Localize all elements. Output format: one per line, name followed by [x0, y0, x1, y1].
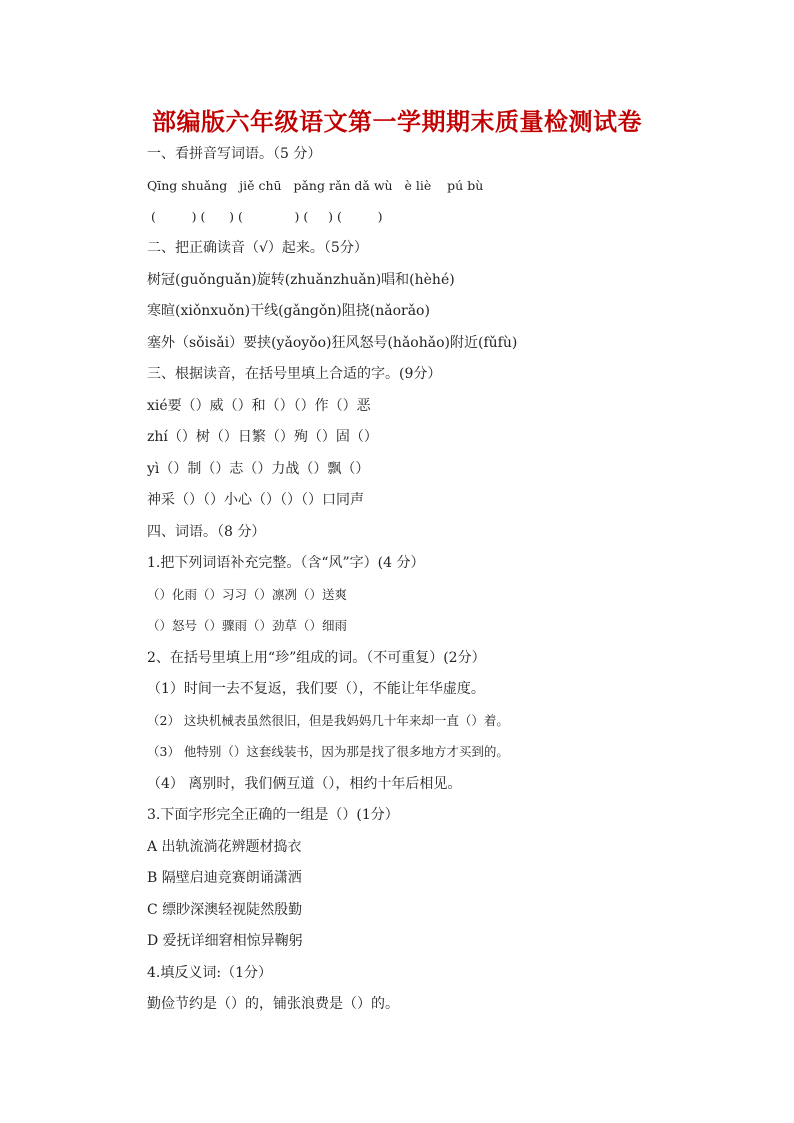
question-line: 4.填反义词:（1分）	[147, 965, 272, 981]
question-line: （）怒号（）骤雨（）劲草（）细雨	[147, 618, 348, 633]
question-line: 塞外（sǒisǎi）要挟(yǎoyǒo)狂风怒号(hǎohǎo)附近(fǔfù)	[147, 335, 518, 351]
option-b: B 隔壁启迪竞赛朗诵潇洒	[147, 870, 302, 886]
question-line: 树冠(guǒnguǎn)旋转(zhuǎnzhuǎn)唱和(hèhé)	[147, 272, 455, 288]
question-line: 2、在括号里填上用“珍”组成的词。（不可重复）(2分）	[147, 650, 486, 666]
section-2-heading: 二、把正确读音（√）起来。（5分）	[147, 240, 368, 256]
question-line: 勤俭节约是（）的，铺张浪费是（）的。	[147, 996, 399, 1012]
question-line: zhí（）树（）日繁（）殉（）固（）	[147, 429, 378, 445]
question-line: 3.下面字形完全正确的一组是（）(1分）	[147, 807, 399, 823]
question-line: （3） 他特别（）这套线装书，因为那是找了很多地方才买到的。	[147, 744, 509, 759]
question-line: （2） 这块机械表虽然很旧，但是我妈妈几十年来却一直（）着。	[147, 713, 509, 728]
question-line: yì（）制（）志（）力战（）飘（）	[147, 461, 370, 477]
option-d: D 爱抚详细窘相惊异鞠躬	[147, 933, 303, 949]
option-c: C 缥眇深澳轻视陡然殷勤	[147, 902, 303, 918]
blank-brackets-row: ( ) ( ) ( ) ( ) ( )	[147, 209, 383, 224]
question-line: 1.把下列词语补充完整。（含“风”字）(4 分）	[147, 555, 425, 571]
section-1-heading: 一、看拼音写词语。（5 分）	[147, 146, 322, 162]
question-line: （）化雨（）习习（）凛冽（）送爽	[147, 587, 348, 602]
option-a: A 出轨流淌花辨题材捣衣	[147, 839, 302, 855]
section-3-heading: 三、根据读音，在括号里填上合适的字。(9分）	[147, 366, 442, 382]
question-line: （1）时间一去不复返，我们要（），不能让年华虚度。	[147, 681, 485, 697]
question-line: （4） 离别时，我们俩互道（），相约十年后相见。	[147, 776, 462, 792]
question-line: xié要（）威（）和（）（）作（）恶	[147, 398, 371, 414]
question-line: 寒暄(xiǒnxuǒn)干线(gǎngǒn)阻挠(nǎorǎo)	[147, 303, 430, 319]
pinyin-row: Qīng shuǎng jiě chū pǎng rǎn dǎ wù è liè pú bù	[147, 178, 484, 193]
page-title: 部编版六年级语文第一学期期末质量检测试卷	[152, 108, 642, 136]
question-line: 神采（）（）小心（）（）（）口同声	[147, 492, 364, 508]
section-4-heading: 四、词语。（8 分）	[147, 524, 266, 540]
